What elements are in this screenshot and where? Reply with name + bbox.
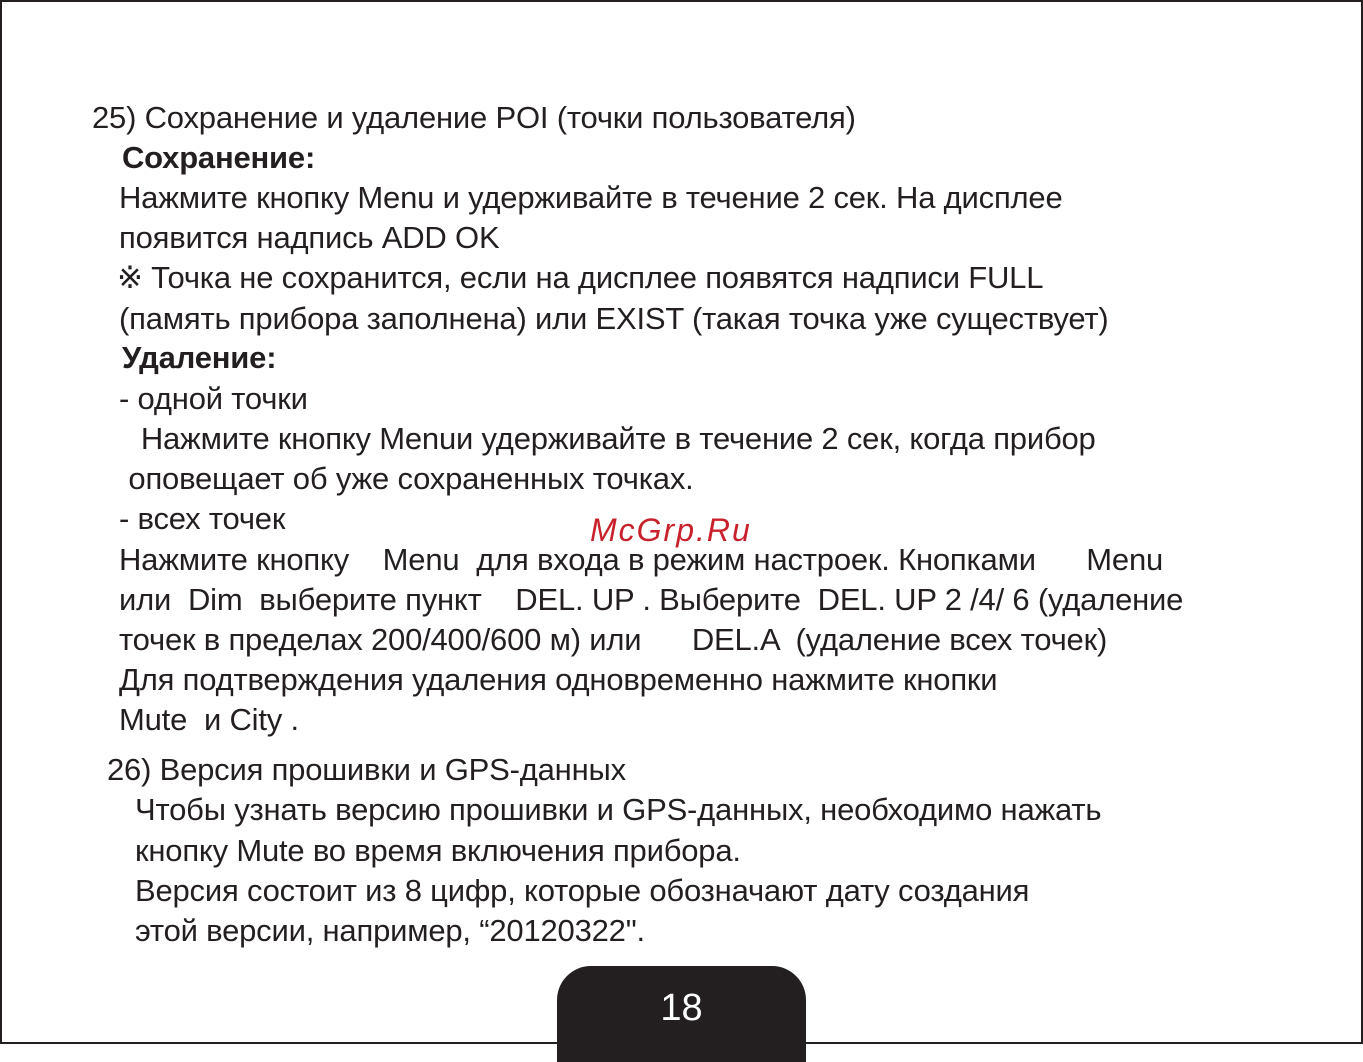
note-text-line-2: (память прибора заполнена) или EXIST (такая точка уже существует) — [119, 301, 1109, 336]
section-26-line-1: Чтобы узнать версию прошивки и GPS-данных, необходимо нажать — [135, 792, 1102, 827]
page-number: 18 — [660, 987, 703, 1029]
all-points-line-3: точек в пределах 200/400/600 м) или DEL.A (удаление всех точек) — [119, 622, 1108, 657]
note-text-line-1: ※ Точка не сохранится, если на дисплее появятся надписи FULL — [117, 260, 1044, 295]
section-26-title: 26) Версия прошивки и GPS-данных — [107, 752, 626, 787]
save-text-line-2: появится надпись ADD OK — [119, 220, 500, 255]
one-point-line-1: Нажмите кнопку Menuи удерживайте в течение 2 сек, когда прибор — [124, 421, 1096, 456]
one-point-line-2: оповещает об уже сохраненных точках. — [120, 461, 694, 496]
save-heading: Сохранение: — [122, 140, 316, 175]
section-26-line-3: Версия состоит из 8 цифр, которые обозначают дату создания — [135, 873, 1030, 908]
one-point-label: - одной точки — [119, 381, 308, 416]
section-26-line-4: этой версии, например, “20120322". — [135, 913, 645, 948]
section-25-title: 25) Сохранение и удаление POI (точки пользователя) — [92, 100, 856, 135]
all-points-label: - всех точек — [119, 501, 286, 536]
delete-heading: Удаление: — [122, 340, 277, 375]
watermark: McGrp.Ru — [590, 512, 752, 548]
all-points-line-4: Для подтверждения удаления одновременно нажмите кнопки — [119, 662, 998, 697]
all-points-line-2: или Dim выберите пункт DEL. UP . Выберите DEL. UP 2 /4/ 6 (удаление — [119, 582, 1184, 617]
all-points-line-1: Нажмите кнопку Menu для входа в режим настроек. Кнопками Menu — [119, 542, 1164, 577]
save-text-line-1: Нажмите кнопку Menu и удерживайте в течение 2 сек. На дисплее — [119, 180, 1063, 215]
section-26-line-2: кнопку Mute во время включения прибора. — [135, 833, 741, 868]
all-points-line-5: Mute и City . — [119, 702, 299, 737]
